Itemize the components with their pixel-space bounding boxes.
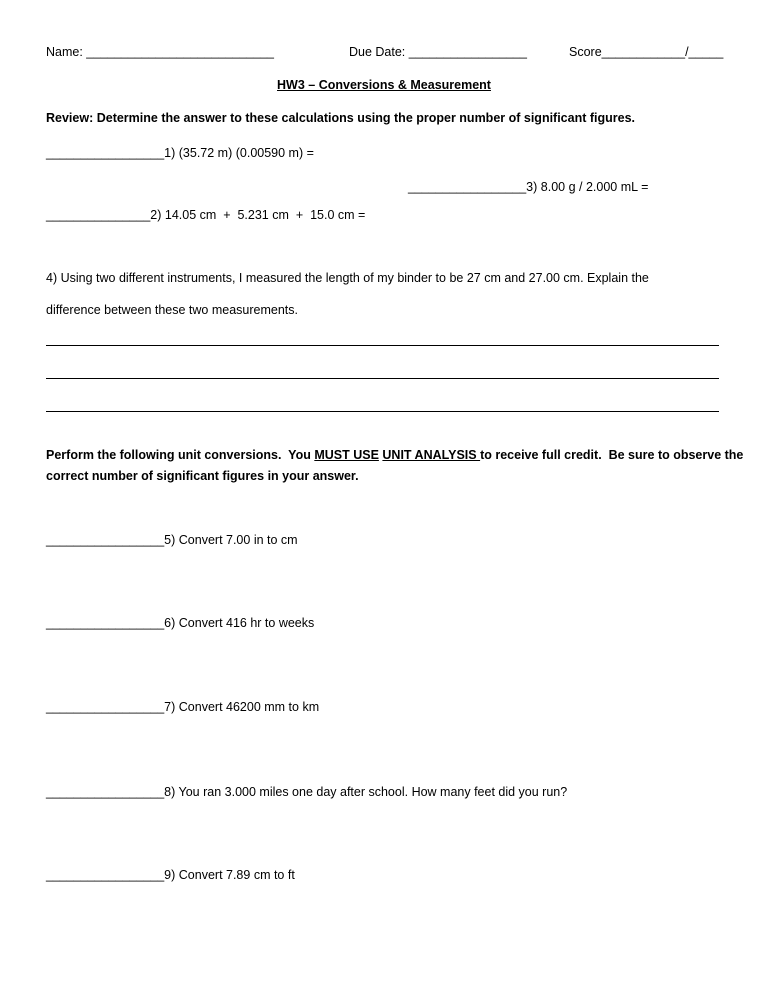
question-8[interactable]: _________________8) You ran 3.000 miles one day after school. How many feet did you run? [46,785,568,799]
question-6[interactable]: _________________6) Convert 416 hr to weeks [46,616,315,630]
name-field[interactable]: Name: ___________________________ [46,45,274,59]
unit-analysis-emphasis: UNIT ANALYSIS [382,448,481,462]
answer-line-2[interactable] [46,378,719,379]
question-7[interactable]: _________________7) Convert 46200 mm to km [46,700,320,714]
score-field[interactable]: Score____________/_____ [569,45,724,59]
question-2[interactable]: _______________2) 14.05 cm + 5.231 cm + 15.0 cm = [46,208,366,222]
question-4-line-2: difference between these two measurements. [46,303,298,317]
question-3[interactable]: _________________3) 8.00 g / 2.000 mL = [408,180,649,194]
instruction-text: Perform the following unit conversions. You [46,448,315,462]
conversion-instruction-line-2: correct number of significant figures in your answer. [46,469,359,483]
question-4-line-1: 4) Using two different instruments, I measured the length of my binder to be 27 cm and 27.00 cm. Explain the [46,271,649,285]
page-title: HW3 – Conversions & Measurement [277,78,491,92]
answer-line-1[interactable] [46,345,719,346]
review-instruction: Review: Determine the answer to these calculations using the proper number of significant figures. [46,111,636,125]
answer-line-3[interactable] [46,411,719,412]
question-9[interactable]: _________________9) Convert 7.89 cm to ft [46,868,295,882]
question-5[interactable]: _________________5) Convert 7.00 in to cm [46,533,298,547]
conversion-instruction-line-1 [46,448,743,463]
question-1[interactable]: _________________1) (35.72 m) (0.00590 m) = [46,146,314,160]
must-use-emphasis: MUST USE [314,448,379,462]
instruction-text-continued: to receive full credit. Be sure to observe the [480,448,744,462]
due-date-field[interactable]: Due Date: _________________ [349,45,527,59]
